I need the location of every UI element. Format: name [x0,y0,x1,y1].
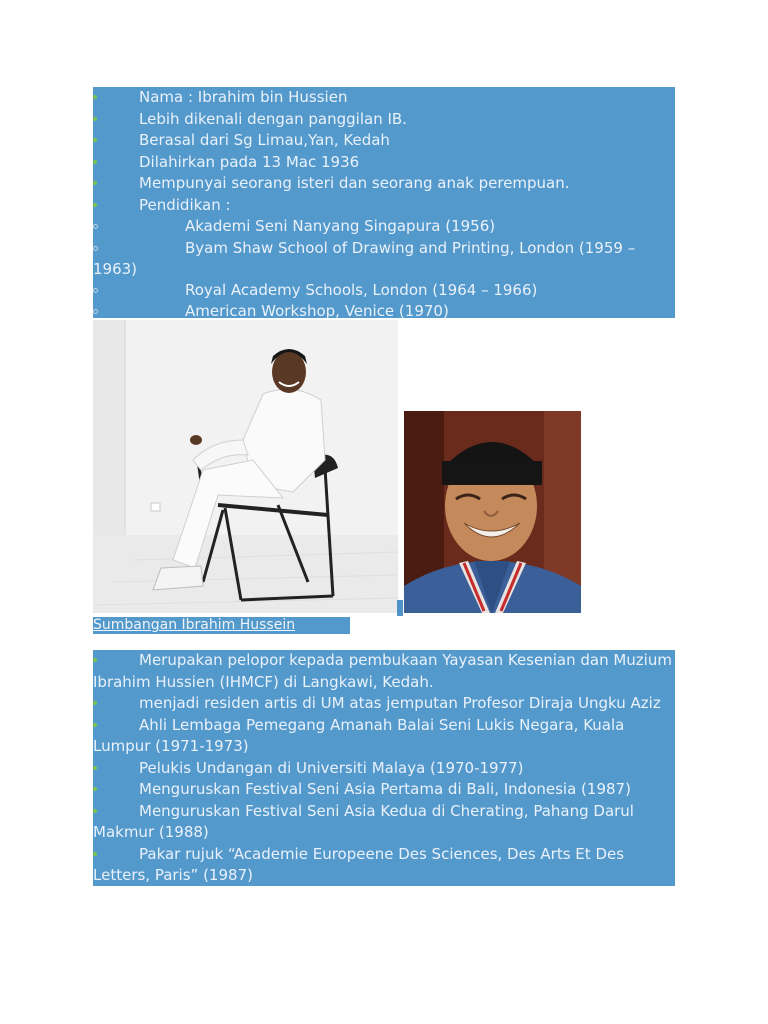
bullet-icon [93,117,97,121]
list-item: menjadi residen artis di UM atas jemputan Profesor Diraja Ungku Aziz [93,693,675,715]
list-item: Merupakan pelopor kepada pembukaan Yayasan Kesenian dan Muzium Ibrahim Hussien (IHMCF) di Langkawi, Kedah. [93,651,672,691]
list-item: Menguruskan Festival Seni Asia Kedua di Cherating, Pahang Darul Makmur (1988) [93,801,634,841]
artist-portrait-photo [404,411,581,613]
list-item: Pelukis Undangan di Universiti Malaya (1970-1977) [93,758,675,780]
list-item: Pendidikan : [93,195,675,217]
list-item: Menguruskan Festival Seni Asia Pertama di Bali, Indonesia (1987) [93,779,675,801]
list-item: Berasal dari Sg Limau,Yan, Kedah [93,130,675,152]
section-heading: Sumbangan Ibrahim Hussein [93,617,350,634]
list-item: Ahli Lembaga Pemegang Amanah Balai Seni Lukis Negara, Kuala Lumpur (1971-1973) [93,715,625,755]
list-item: Dilahirkan pada 13 Mac 1936 [93,152,675,174]
sub-list-item: Akademi Seni Nanyang Singapura (1956) [93,216,675,238]
bullet-icon [93,723,97,727]
biodata-block [93,87,675,318]
bullet-icon [93,809,97,813]
bullet-icon [93,852,97,856]
list-item: Mempunyai seorang isteri dan seorang anak perempuan. [93,173,675,195]
selection-accent [397,600,403,616]
bullet-icon [93,138,97,142]
list-item: Pakar rujuk “Academie Europeene Des Sciences, Des Arts Et Des Letters, Paris” (1987) [93,844,625,884]
artist-seated-illustration [93,320,398,613]
bullet-icon [93,181,97,185]
bullet-icon [93,160,97,164]
list-item: Nama : Ibrahim bin Hussien [93,87,675,109]
sub-list-item: Byam Shaw School of Drawing and Printing, London (1959 – 1963) [93,238,636,278]
bullet-icon [93,95,97,99]
bullet-icon [93,203,97,207]
bullet-icon [93,787,97,791]
circle-bullet-icon [93,246,98,251]
bullet-icon [93,766,97,770]
circle-bullet-icon [93,288,98,293]
sub-list-item: American Workshop, Venice (1970) [93,301,675,323]
artist-studio-photo [93,320,398,613]
sub-list-item: Royal Academy Schools, London (1964 – 1966) [93,280,675,302]
circle-bullet-icon [93,224,98,229]
contributions-block [93,650,675,886]
list-item: Lebih dikenali dengan panggilan IB. [93,109,675,131]
circle-bullet-icon [93,309,98,314]
bullet-icon [93,658,97,662]
artist-portrait-illustration [404,411,581,613]
bullet-icon [93,701,97,705]
